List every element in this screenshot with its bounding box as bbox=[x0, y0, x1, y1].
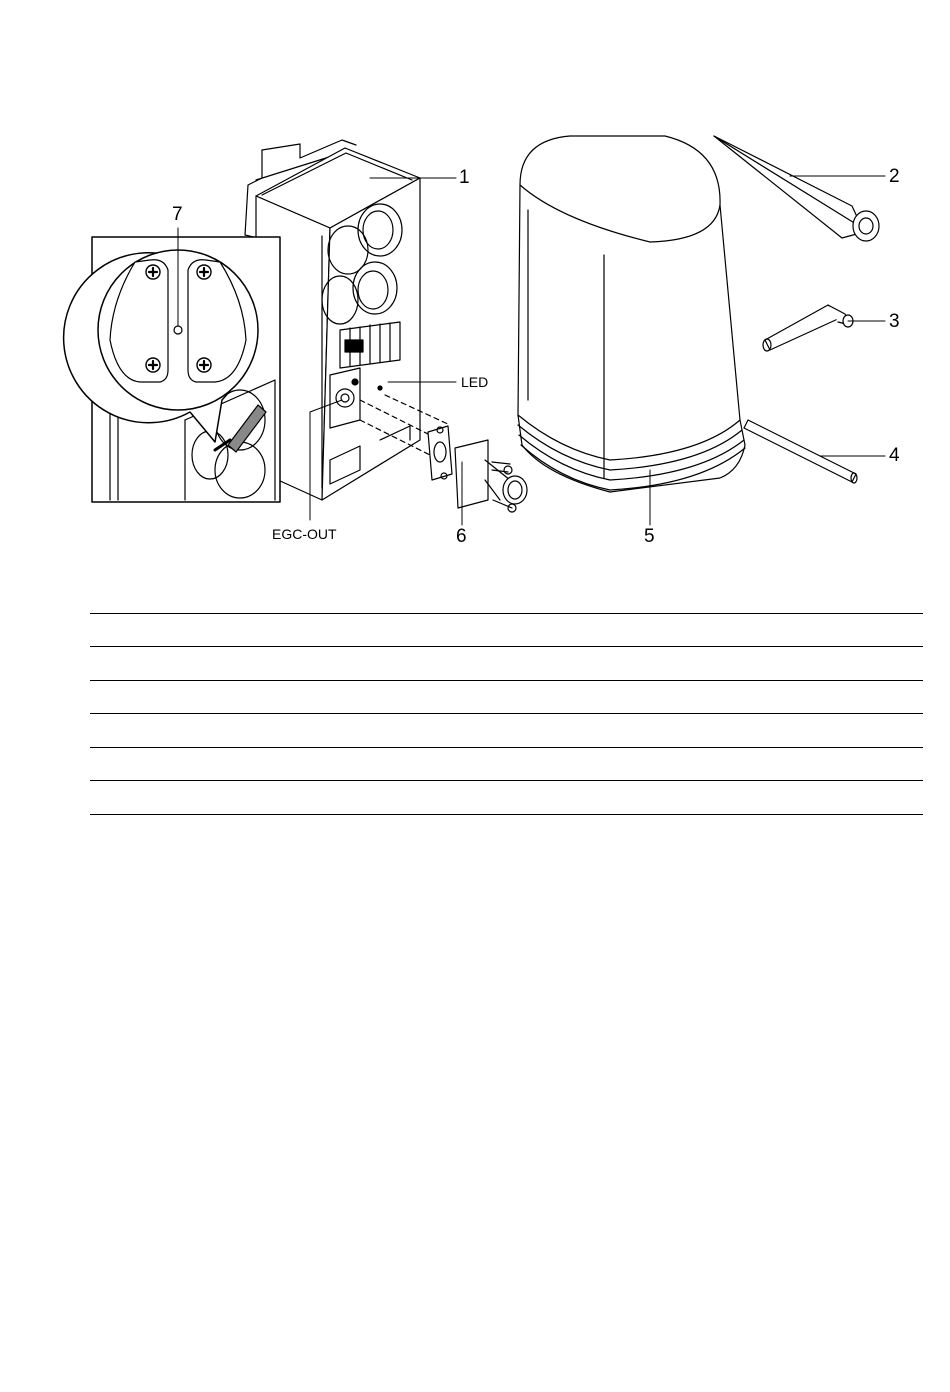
callout-egc-out: EGC-OUT bbox=[272, 526, 337, 542]
callout-1: 1 bbox=[459, 167, 470, 188]
table-row bbox=[90, 713, 923, 746]
table-row bbox=[90, 646, 923, 679]
callout-5: 5 bbox=[644, 526, 655, 547]
connector-part bbox=[428, 426, 527, 512]
empty-parts-table bbox=[90, 613, 923, 815]
callout-4: 4 bbox=[889, 445, 900, 466]
exploded-assembly-figure bbox=[0, 0, 950, 600]
cover-hood bbox=[518, 136, 745, 492]
straight-rod bbox=[744, 420, 857, 483]
ground-spike bbox=[714, 136, 879, 241]
callout-7: 7 bbox=[172, 204, 183, 225]
callout-led: LED bbox=[461, 374, 489, 390]
table-row bbox=[90, 613, 923, 646]
table-row bbox=[90, 780, 923, 815]
table-row bbox=[90, 680, 923, 713]
angle-rod bbox=[763, 305, 853, 351]
table-row bbox=[90, 747, 923, 780]
callout-2: 2 bbox=[889, 166, 900, 187]
callout-3: 3 bbox=[889, 311, 900, 332]
detail-inset bbox=[64, 237, 280, 502]
callout-6: 6 bbox=[456, 526, 467, 547]
